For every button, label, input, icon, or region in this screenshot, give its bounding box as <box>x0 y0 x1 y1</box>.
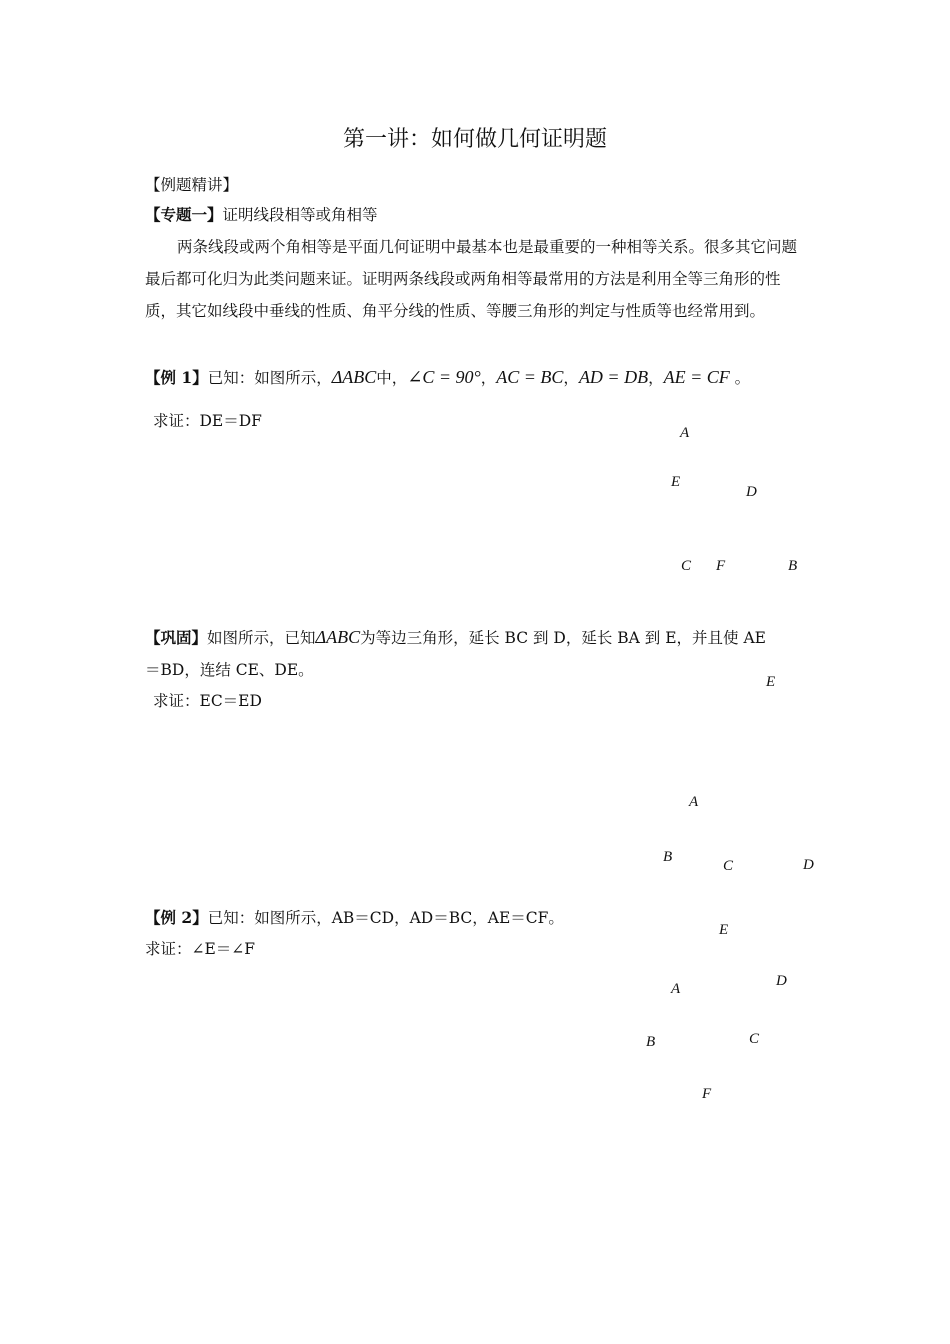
consolidate-label: 【巩固】 <box>145 628 208 647</box>
figure2-point-a: A <box>689 794 699 810</box>
topic-heading <box>145 203 378 225</box>
figure3-point-b: B <box>646 1034 656 1050</box>
figure3-point-d: D <box>776 973 787 989</box>
figure3-point-a: A <box>671 981 681 997</box>
example1-label: 【例 1】 <box>145 368 208 387</box>
figure1-point-f: F <box>716 558 726 574</box>
example1-prove: 求证：DE＝DF <box>153 412 262 430</box>
example1-eq2: AD = DB <box>578 367 649 387</box>
figure3-point-c: C <box>749 1031 760 1047</box>
example2-label: 【例 2】 <box>145 908 208 927</box>
example2-statement: 【例 2】已知：如图所示，AB＝CD，AD＝BC，AE＝CF。 <box>145 908 564 927</box>
figure1-point-b: B <box>788 558 798 574</box>
example1-triangle: ΔABC <box>331 367 377 387</box>
intro-paragraph: 两条线段或两个角相等是平面几何证明中最基本也是最重要的一种相等关系。很多其它问题最后都可化归为此类问题来证。证明两条线段或两角相等最常用的方法是利用全等三角形的性质，其它如线段中垂线的性质、角平分线的性质、等腰三角形的判定与性质等也经常用到。 <box>145 238 798 320</box>
consolidate-triangle: ΔABC <box>315 627 361 647</box>
figure3-point-f: F <box>702 1086 712 1102</box>
section-label: 【例题精讲】 <box>145 176 239 194</box>
figure2-point-e: E <box>766 674 776 690</box>
figure3-point-e: E <box>719 922 729 938</box>
figure2-point-b: B <box>663 849 673 865</box>
example1-eq1: AC = BC <box>496 367 564 387</box>
figure1-point-c: C <box>681 558 692 574</box>
example2-prove: 求证：∠E＝∠F <box>145 940 256 958</box>
example1-eq3: AE = CF <box>663 367 730 387</box>
example1-in: 中， <box>376 369 408 387</box>
example1-angle: ∠C = 90° <box>407 367 481 387</box>
consolidate-statement: 【巩固】如图所示，已知ΔABC为等边三角形，延长 BC 到 D，延长 BA 到 E，并且使 AE <box>145 627 766 647</box>
example1-statement: 【例 1】已知：如图所示，ΔABC中，∠C = 90°，AC = BC，AD = DB，AE = CF 。 <box>145 367 751 387</box>
figure2-point-d: D <box>803 857 814 873</box>
consolidate-line2: ＝BD，连结 CE、DE。 <box>145 661 314 679</box>
example1-given-prefix: 已知：如图所示， <box>207 369 332 387</box>
figure1-point-e: E <box>671 474 681 490</box>
figure1-point-a: A <box>680 425 690 441</box>
figure2-point-c: C <box>723 858 734 874</box>
topic-bracket: 【专题一】 <box>145 205 223 224</box>
figure1-point-d: D <box>746 484 757 500</box>
page-title: 第一讲：如何做几何证明题 <box>342 127 607 152</box>
topic-text: 证明线段相等或角相等 <box>222 206 378 224</box>
consolidate-prove: 求证：EC＝ED <box>153 692 262 710</box>
